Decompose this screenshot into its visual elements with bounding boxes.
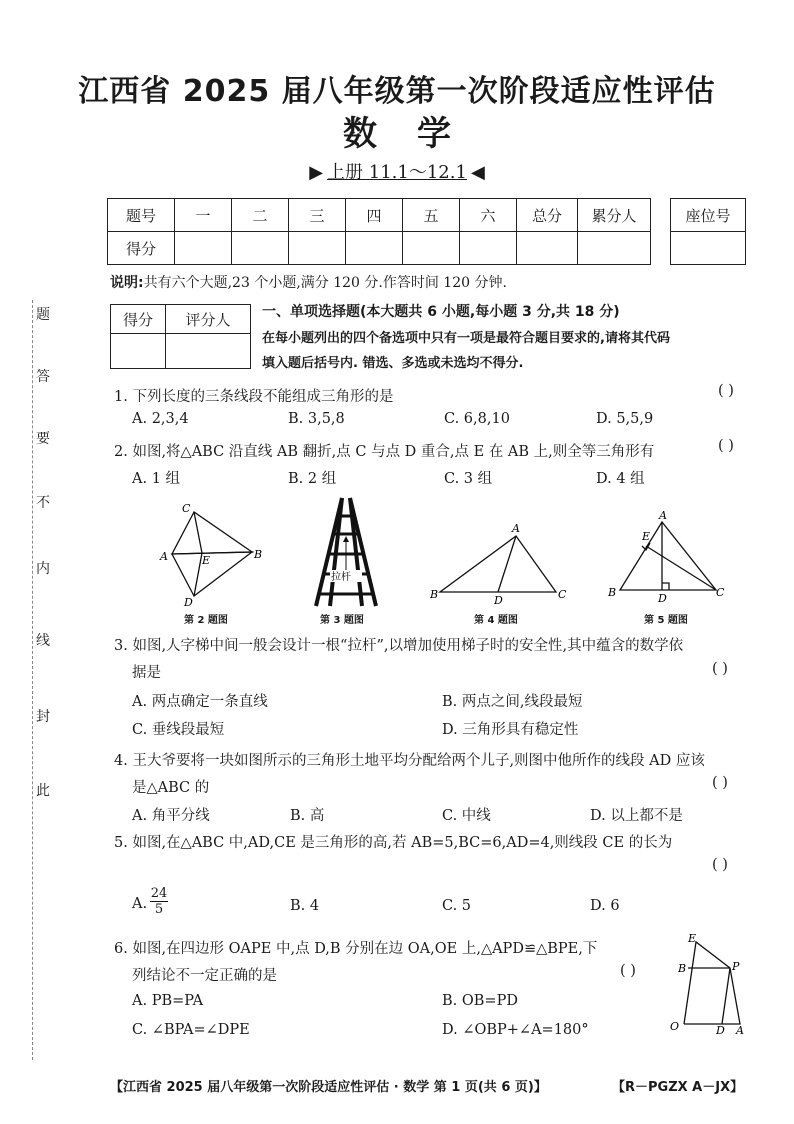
fig5-label-d: D — [658, 592, 667, 605]
q6-option-a: A. PB=PA — [132, 993, 204, 1009]
answer-paren[interactable]: ( ) — [712, 661, 728, 677]
binding-char: 题 — [36, 307, 50, 323]
q5-option-d: D. 6 — [590, 898, 620, 914]
grader-score-label: 得分 — [111, 305, 166, 334]
q5-option-a-fraction — [150, 886, 168, 917]
fig2-label-a: A — [160, 550, 168, 563]
binding-char: 答 — [36, 369, 50, 385]
answer-paren[interactable]: ( ) — [718, 438, 734, 454]
page-footer: 【江西省 2025 届八年级第一次阶段适应性评估 · 数学 第 1 页(共 6 页)】 — [110, 1080, 547, 1095]
score-table-cell: 得分 — [108, 232, 175, 265]
score-table — [107, 198, 651, 265]
subject-title: 数学 — [343, 114, 491, 154]
q2-option-c: C. 3 组 — [444, 471, 493, 487]
binding-char: 线 — [36, 633, 50, 649]
note-text: 共有六个大题,23 个小题,满分 120 分.作答时间 120 分钟. — [143, 275, 507, 291]
q4-option-a: A. 角平分线 — [132, 808, 210, 824]
fig6-label-d: D — [716, 1024, 725, 1037]
fig5-label-e: E — [642, 530, 651, 543]
score-entry-cell[interactable] — [403, 232, 460, 265]
score-entry-cell[interactable] — [289, 232, 346, 265]
section1-instruction: 填入题后括号内. 错选、多选或未选均不得分. — [262, 356, 524, 371]
binding-char: 不 — [36, 495, 50, 511]
q1-option-a: A. 2,3,4 — [132, 411, 189, 427]
binding-char: 要 — [36, 431, 50, 447]
fig6-label-e: E — [688, 932, 697, 945]
q5-option-a — [132, 896, 147, 912]
score-table-cell: 累分人 — [578, 199, 651, 232]
fig4-label-a: A — [512, 522, 520, 535]
q2-option-a: A. 1 组 — [132, 471, 181, 487]
grader-name-label: 评分人 — [166, 305, 251, 334]
score-table-cell: 题号 — [108, 199, 175, 232]
score-entry-cell[interactable] — [517, 232, 578, 265]
q1-option-b: B. 3,5,8 — [288, 411, 345, 427]
fig2-label-e: E — [202, 554, 211, 567]
q1-option-c: C. 6,8,10 — [444, 411, 510, 427]
q3-option-a: A. 两点确定一条直线 — [132, 694, 268, 710]
grader-name-entry[interactable] — [166, 334, 251, 369]
answer-paren[interactable]: ( ) — [712, 775, 728, 791]
ladder-label: 拉杆 — [331, 572, 351, 583]
fig5-label-a: A — [659, 510, 667, 522]
question-3-stem: 据是 — [132, 665, 161, 681]
question-2-stem: 2. 如图,将△ABC 沿直线 AB 翻折,点 C 与点 D 重合,点 E 在 AB 上,则全等三角形有 — [114, 444, 655, 460]
scope-line — [0, 158, 794, 184]
grader-score-entry[interactable] — [111, 334, 166, 369]
q3-option-c: C. 垂线段最短 — [132, 722, 225, 738]
score-table-cell: 总分 — [517, 199, 578, 232]
figure-3-ladder-icon — [306, 494, 386, 610]
score-entry-cell[interactable] — [175, 232, 232, 265]
score-entry-cell[interactable] — [460, 232, 517, 265]
fig6-label-b: B — [678, 962, 687, 975]
section1-instruction: 在每小题列出的四个备选项中只有一项是最符合题目要求的,请将其代码 — [262, 331, 670, 346]
figure-5-diagram — [606, 510, 726, 606]
fig2-label-c: C — [182, 502, 191, 515]
scope-text: 上册 11.1～12.1 — [327, 162, 467, 183]
fig2-label-b: B — [254, 548, 263, 561]
answer-paren[interactable]: ( ) — [620, 963, 636, 979]
question-6-stem: 6. 如图,在四边形 OAPE 中,点 D,B 分别在边 OA,OE 上,△APD≌△BPE,下 — [114, 941, 598, 957]
score-entry-cell[interactable] — [578, 232, 651, 265]
q5-option-c: C. 5 — [442, 898, 472, 914]
q4-option-b: B. 高 — [290, 808, 325, 824]
answer-paren[interactable]: ( ) — [718, 383, 734, 399]
grader-box — [110, 304, 251, 369]
figure-5-caption: 第 5 题图 — [644, 615, 688, 626]
binding-char: 内 — [36, 561, 50, 577]
question-1-stem: 1. 下列长度的三条线段不能组成三角形的是 — [114, 389, 394, 405]
fig4-label-c: C — [558, 588, 567, 601]
fig4-label-b: B — [430, 588, 439, 601]
scope-arrow-right-icon: ▶ — [309, 162, 324, 183]
score-table-cell: 四 — [346, 199, 403, 232]
q6-option-b: B. OB=PD — [442, 993, 518, 1009]
q2-option-b: B. 2 组 — [288, 471, 337, 487]
fig6-label-a: A — [736, 1024, 744, 1037]
question-5-stem: 5. 如图,在△ABC 中,AD,CE 是三角形的高,若 AB=5,BC=6,AD=4,则线段 CE 的长为 — [114, 835, 673, 851]
fig5-label-c: C — [716, 586, 725, 599]
seat-table — [670, 198, 746, 265]
figure-2-caption: 第 2 题图 — [184, 615, 228, 626]
seat-label: 座位号 — [671, 199, 746, 232]
section1-heading: 一、单项选择题(本大题共 6 小题,每小题 3 分,共 18 分) — [262, 304, 620, 320]
question-4-stem: 是△ABC 的 — [132, 780, 210, 796]
figure-3-caption: 第 3 题图 — [320, 615, 364, 626]
instructions-note — [110, 272, 507, 292]
question-3-stem: 3. 如图,人字梯中间一般会设计一根“拉杆”,以增加使用梯子时的安全性,其中蕴含的数学依 — [114, 638, 684, 654]
score-entry-cell[interactable] — [346, 232, 403, 265]
question-6-stem: 列结论不一定正确的是 — [132, 968, 277, 984]
q5-option-b: B. 4 — [290, 898, 320, 914]
score-table-cell: 六 — [460, 199, 517, 232]
binding-line — [32, 300, 34, 1060]
fig2-label-d: D — [184, 596, 193, 608]
paper-code: 【R－PGZX A－JX】 — [612, 1080, 744, 1095]
note-label: 说明: — [110, 275, 144, 291]
q5-option-a-prefix: A. — [132, 896, 148, 912]
q6-option-c: C. ∠BPA=∠DPE — [132, 1022, 250, 1038]
score-table-cell: 三 — [289, 199, 346, 232]
seat-entry-cell[interactable] — [671, 232, 746, 265]
fig6-label-p: P — [732, 960, 740, 973]
figure-4-diagram — [426, 520, 576, 606]
q1-option-d: D. 5,5,9 — [596, 411, 654, 427]
q2-option-d: D. 4 组 — [596, 471, 645, 487]
exam-title: 江西省 2025 届八年级第一次阶段适应性评估 — [78, 74, 716, 109]
q4-option-d: D. 以上都不是 — [590, 808, 683, 824]
figure-4-caption: 第 4 题图 — [474, 615, 518, 626]
q3-option-d: D. 三角形具有稳定性 — [442, 722, 579, 738]
answer-paren[interactable]: ( ) — [712, 857, 728, 873]
score-table-cell: 五 — [403, 199, 460, 232]
q3-option-b: B. 两点之间,线段最短 — [442, 694, 583, 710]
scope-arrow-left-icon: ◀ — [470, 162, 485, 183]
fig4-label-d: D — [494, 594, 503, 606]
score-table-cell: 一 — [175, 199, 232, 232]
fraction-numerator: 24 — [150, 886, 168, 901]
fig6-label-o: O — [670, 1020, 680, 1033]
binding-char: 封 — [36, 709, 50, 725]
q4-option-c: C. 中线 — [442, 808, 491, 824]
binding-char: 此 — [36, 783, 50, 799]
figure-6-diagram — [664, 930, 754, 1040]
figure-2-diagram — [150, 498, 270, 608]
fraction-denominator: 5 — [154, 902, 164, 917]
fig5-label-b: B — [608, 586, 617, 599]
score-entry-cell[interactable] — [232, 232, 289, 265]
score-table-cell: 二 — [232, 199, 289, 232]
question-4-stem: 4. 王大爷要将一块如图所示的三角形土地平均分配给两个儿子,则图中他所作的线段 AD 应该 — [114, 753, 705, 769]
q6-option-d: D. ∠OBP+∠A=180° — [442, 1022, 589, 1038]
